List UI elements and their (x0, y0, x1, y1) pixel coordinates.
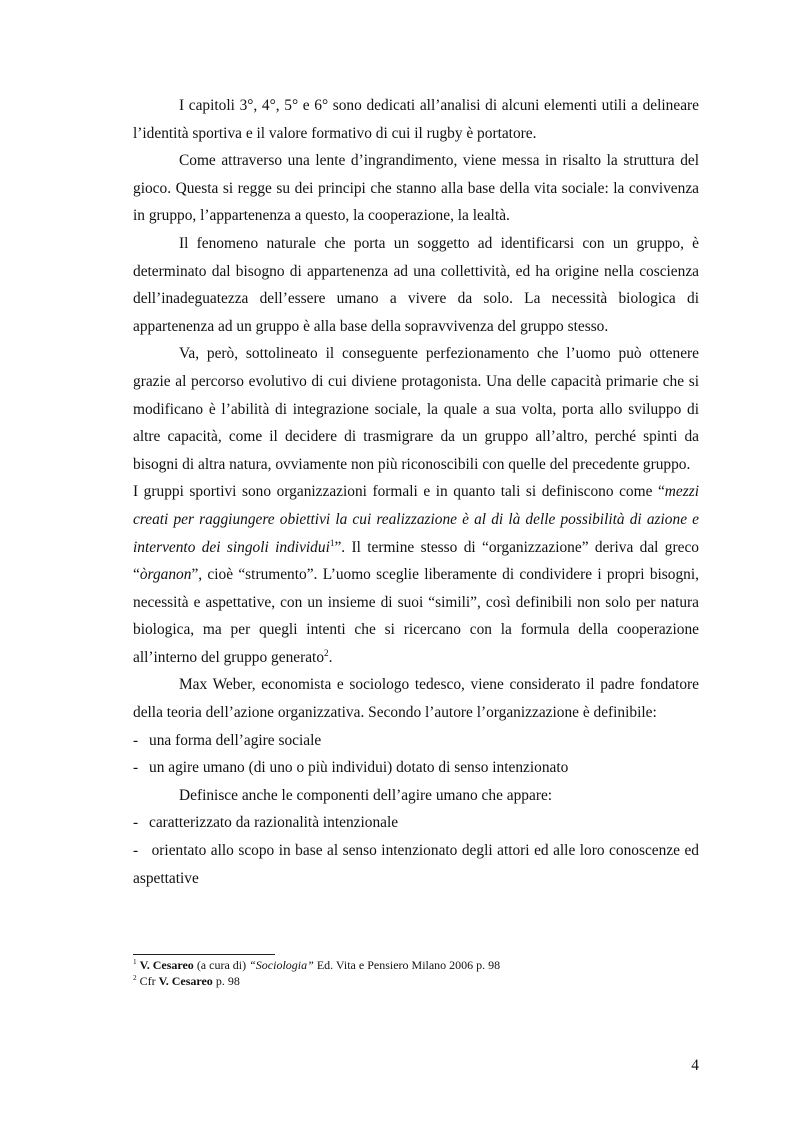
footnote-text: p. 98 (212, 973, 240, 988)
body-text (133, 92, 699, 892)
paragraph-5-text-b: ”. Il termine stesso di “organizzazione” deriva dal greco “ (133, 538, 699, 584)
list-item (133, 837, 699, 892)
footnote-author: V. Cesareo (158, 973, 213, 988)
list-item-text: una forma dell’agire sociale (149, 731, 322, 749)
list-item (133, 727, 699, 755)
list-item (133, 809, 699, 837)
footnote-text: (a cura di) (193, 958, 250, 972)
paragraph-4: Va, però, sottolineato il conseguente perfezionamento che l’uomo può ottenere grazie al percorso evolutivo di cui diviene protagonista. Una delle capacità primarie che si modificano è l’abilità di integrazione sociale, la quale a sua volta, porta allo sviluppo di altre capacità, come il decidere di trasmigrare da un gruppo all’altro, perché spinti da bisogni di altra natura, ovviamente non più riconoscibili con quelle del precedente gruppo. (133, 345, 699, 473)
list-item-text: orientato allo scopo in base al senso intenzionato degli attori ed alle loro conoscenze ed aspettative (133, 842, 699, 887)
paragraph-5-text-c: ”, cioè “strumento”. L’uomo sceglie liberamente di condividere i propri bisogni, necessità e aspettative, con un insieme di suoi “simili”, così definibili non solo per natura biologica, ma per quegli intenti che si ricercano con la formula della cooperazione all’interno del gruppo generato (133, 566, 699, 666)
footnotes (133, 958, 699, 989)
paragraph-1: I capitoli 3°, 4°, 5° e 6° sono dedicati all’analisi di alcuni elementi utili a delineare l’identità sportiva e il valore formativo di cui il rugby è portatore. (133, 97, 699, 142)
list-item (133, 754, 699, 782)
list-dash: - (133, 814, 139, 832)
footnote-text: Cfr (136, 973, 159, 988)
footnote-number: 2 (133, 973, 137, 982)
footnote-text: Ed. Vita e Pensiero Milano 2006 p. 98 (313, 958, 501, 972)
paragraph-5 (133, 478, 699, 671)
paragraph-5-text-a: I gruppi sportivi sono organizzazioni formali e in quanto tali si definiscono come “ (133, 483, 665, 501)
paragraph-2: Come attraverso una lente d’ingrandimento, viene messa in risalto la struttura del gioco. Questa si regge su dei principi che stanno alla base della vita sociale: la convivenza in gruppo, l’appartenenza a questo, la cooperazione, la lealtà. (133, 152, 699, 225)
list-dash: - (133, 759, 139, 777)
list-dash: - (133, 842, 139, 860)
page-number: 4 (691, 1057, 699, 1074)
footnote-ref-2: 2 (324, 647, 329, 658)
list-item-text: caratterizzato da razionalità intenzionale (149, 814, 399, 832)
weber-quote: mezzi creati per raggiungere obiettivi la cui realizzazione è al di là delle possibilità di azione e intervento dei singoli individui (133, 483, 699, 556)
paragraph-3: Il fenomeno naturale che porta un soggetto ad identificarsi con un gruppo, è determinato dal bisogno di appartenenza ad una collettività, ed ha origine nella coscienza dell’inadeguatezza dell’essere umano a vivere da solo. La necessità biologica di appartenenza ad un gruppo è alla base della sopravvivenza del gruppo stesso. (133, 234, 699, 335)
footnote-number: 1 (133, 958, 137, 966)
paragraph-5-text-d: . (328, 648, 333, 666)
document-page (133, 0, 699, 1123)
list-dash: - (133, 731, 139, 749)
footnote-title: “Sociologia” (249, 958, 314, 972)
footnote-1 (133, 958, 699, 974)
footnote-ref-1: 1 (329, 537, 335, 548)
footnote-2 (133, 974, 699, 990)
paragraph-6: Max Weber, economista e sociologo tedesco, viene considerato il padre fondatore della teoria dell’azione organizzativa. Secondo l’autore l’organizzazione è definibile: (133, 676, 699, 722)
footnote-author: V. Cesareo (139, 958, 194, 972)
organon-term: òrganon (139, 566, 192, 584)
list-item-text: un agire umano (di uno o più individui) dotato di senso intenzionato (149, 759, 569, 777)
footnote-divider (133, 954, 275, 955)
paragraph-7: Definisce anche le componenti dell’agire umano che appare: (179, 786, 553, 804)
